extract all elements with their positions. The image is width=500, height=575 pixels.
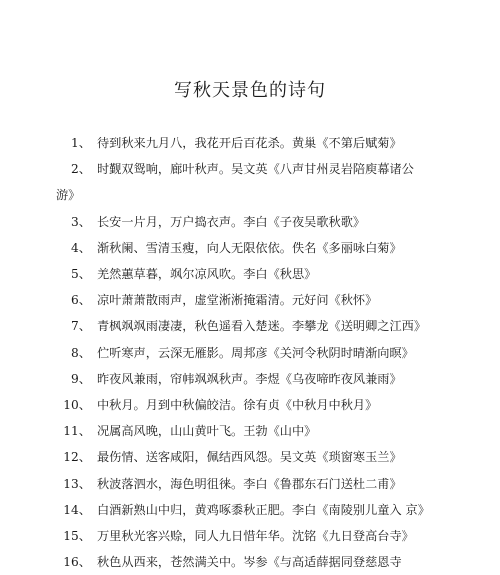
list-item [0, 497, 500, 523]
list-item [0, 392, 500, 418]
list-item [0, 287, 500, 313]
list-item [0, 418, 500, 444]
list-item [0, 261, 500, 287]
item-text: 中秋月。月到中秋偏皎洁。徐有贞《中秋月中秋月》 [97, 398, 378, 413]
item-number: 12、 [63, 450, 91, 465]
item-text-continuation: 游》 [56, 188, 81, 203]
item-text: 渐秋阑、雪清玉瘦，向人无限依依。佚名《多丽咏白菊》 [97, 240, 402, 255]
item-text: 最伤情、送客咸阳，佩结西风怨。吴文英《琐窗寒玉兰》 [97, 450, 402, 465]
list-item [0, 549, 500, 575]
item-text: 时觐双鸳响，廊叶秋声。吴文英《八声甘州灵岩陪庾幕诸公 [97, 162, 414, 177]
item-number: 10、 [63, 398, 91, 413]
list-item [0, 471, 500, 497]
item-number: 16、 [63, 555, 91, 570]
page-title: 写秋天景色的诗句 [174, 80, 326, 101]
item-text: 待到秋来九月八，我花开后百花杀。黄巢《不第后赋菊》 [97, 136, 402, 150]
list-item [0, 209, 500, 235]
item-text: 白酒新熟山中归，黄鸡啄黍秋正肥。李白《南陵别儿童入 京》 [97, 502, 430, 517]
item-number: 11、 [63, 424, 91, 439]
item-text: 秋色从西来，苍然满关中。岑参《与高适薛据同登慈恩寺 [97, 555, 402, 570]
item-text: 况属高风晚，山山黄叶飞。王勃《山中》 [97, 424, 317, 439]
item-number: 15、 [63, 529, 91, 544]
item-number: 4、 [71, 240, 91, 255]
item-text: 秋波落泗水，海色明徂徕。李白《鲁郡东石门送杜二甫》 [97, 476, 402, 491]
item-number: 1、 [71, 136, 91, 150]
list-item [0, 366, 500, 392]
item-number: 9、 [71, 371, 91, 386]
list-item [0, 313, 500, 339]
item-number: 2、 [71, 162, 91, 177]
item-text: 凉叶萧萧散雨声，虚堂淅淅掩霜清。元好问《秋怀》 [97, 293, 378, 308]
item-text: 青枫飒飒雨凄凄，秋色遥看入楚迷。李攀龙《送明卿之江西》 [97, 319, 427, 334]
list-item [0, 523, 500, 549]
poem-list [0, 130, 500, 575]
list-item [0, 156, 500, 208]
item-text: 万里秋光客兴赊，同人九日惜年华。沈铭《九日登高台寺》 [97, 529, 414, 544]
list-item [0, 444, 500, 470]
list-item [0, 340, 500, 366]
item-number: 7、 [71, 319, 91, 334]
item-number: 8、 [71, 345, 91, 360]
list-item [0, 130, 500, 156]
item-text: 羌然蕙草暮，飒尔凉风吹。李白《秋思》 [97, 267, 317, 282]
item-number: 13、 [63, 476, 91, 491]
list-item [0, 235, 500, 261]
item-text: 长安一片月，万户捣衣声。李白《子夜吴歌秋歌》 [97, 214, 366, 229]
item-number: 6、 [71, 293, 91, 308]
item-text: 昨夜风兼雨，帘帏飒飒秋声。李煜《乌夜啼昨夜风兼雨》 [97, 371, 402, 386]
item-text: 伫听寒声，云深无雁影。周邦彦《关河令秋阴时晴渐向暝》 [97, 345, 414, 360]
item-number: 3、 [71, 214, 91, 229]
item-number: 14、 [63, 502, 91, 517]
item-number: 5、 [71, 267, 91, 282]
